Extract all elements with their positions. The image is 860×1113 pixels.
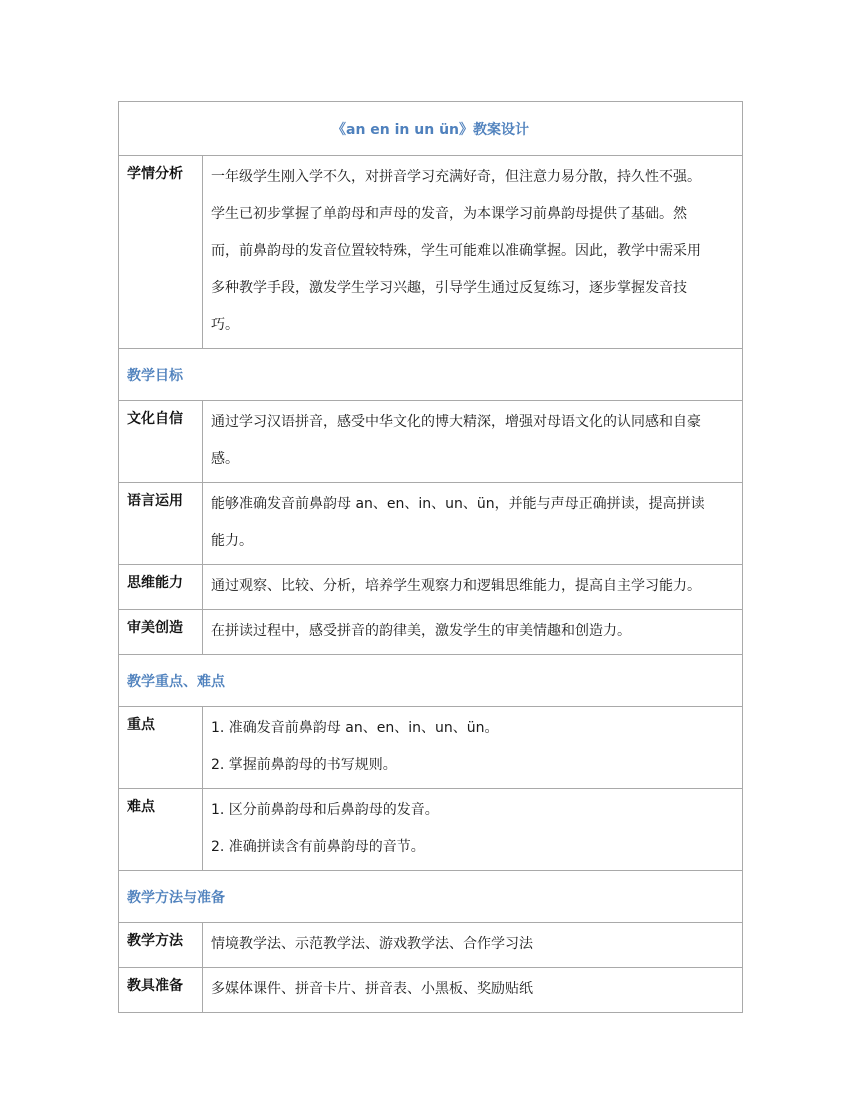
analysis-line: 学生已初步掌握了单韵母和声母的发音，为本课学习前鼻韵母提供了基础。然 (211, 206, 687, 222)
methods-heading-row (119, 871, 743, 923)
document-title: 《an en in un ün》教案设计 (119, 102, 743, 156)
goal-content (203, 401, 743, 483)
goal-line: 感。 (211, 451, 239, 467)
section-heading-goals: 教学目标 (119, 349, 743, 401)
goal-label: 语言运用 (119, 483, 203, 565)
method-label: 教具准备 (119, 968, 203, 1013)
method-row-teaching (119, 923, 743, 968)
goal-content (203, 483, 743, 565)
goal-content (203, 610, 743, 655)
keypoint-label: 重点 (119, 707, 203, 789)
goal-line: 通过观察、比较、分析，培养学生观察力和逻辑思维能力，提高自主学习能力。 (211, 578, 701, 594)
keypoint-line: 2. 准确拼读含有前鼻韵母的音节。 (211, 839, 425, 855)
analysis-row (119, 156, 743, 349)
goal-row-aesthetics (119, 610, 743, 655)
keypoint-content (203, 789, 743, 871)
analysis-label: 学情分析 (119, 156, 203, 349)
method-content (203, 923, 743, 968)
keypoint-line: 2. 掌握前鼻韵母的书写规则。 (211, 757, 397, 773)
keypoints-heading-row (119, 655, 743, 707)
method-row-materials (119, 968, 743, 1013)
keypoint-label: 难点 (119, 789, 203, 871)
goal-line: 能力。 (211, 533, 253, 549)
section-heading-keypoints: 教学重点、难点 (119, 655, 743, 707)
goal-row-culture (119, 401, 743, 483)
method-line: 多媒体课件、拼音卡片、拼音表、小黑板、奖励贴纸 (211, 981, 533, 997)
analysis-line: 而，前鼻韵母的发音位置较特殊，学生可能难以准确掌握。因此，教学中需采用 (211, 243, 701, 259)
goal-row-language (119, 483, 743, 565)
goal-line: 能够准确发音前鼻韵母 an、en、in、un、ün，并能与声母正确拼读，提高拼读 (211, 496, 705, 512)
goal-label: 文化自信 (119, 401, 203, 483)
goals-heading-row (119, 349, 743, 401)
lesson-plan-table (118, 101, 743, 1013)
goal-line: 在拼读过程中，感受拼音的韵律美，激发学生的审美情趣和创造力。 (211, 623, 631, 639)
goal-label: 审美创造 (119, 610, 203, 655)
method-line: 情境教学法、示范教学法、游戏教学法、合作学习法 (211, 936, 533, 952)
goal-label: 思维能力 (119, 565, 203, 610)
method-label: 教学方法 (119, 923, 203, 968)
keypoint-line: 1. 准确发音前鼻韵母 an、en、in、un、ün。 (211, 720, 499, 736)
analysis-line: 多种教学手段，激发学生学习兴趣，引导学生通过反复练习，逐步掌握发音技 (211, 280, 687, 296)
goal-row-thinking (119, 565, 743, 610)
method-content (203, 968, 743, 1013)
analysis-line: 一年级学生刚入学不久，对拼音学习充满好奇，但注意力易分散，持久性不强。 (211, 169, 701, 185)
goal-line: 通过学习汉语拼音，感受中华文化的博大精深，增强对母语文化的认同感和自豪 (211, 414, 701, 430)
keypoint-line: 1. 区分前鼻韵母和后鼻韵母的发音。 (211, 802, 439, 818)
analysis-line: 巧。 (211, 317, 239, 333)
section-heading-methods: 教学方法与准备 (119, 871, 743, 923)
title-row (119, 102, 743, 156)
analysis-content (203, 156, 743, 349)
keypoint-row-focus (119, 707, 743, 789)
keypoint-content (203, 707, 743, 789)
goal-content (203, 565, 743, 610)
keypoint-row-difficulty (119, 789, 743, 871)
